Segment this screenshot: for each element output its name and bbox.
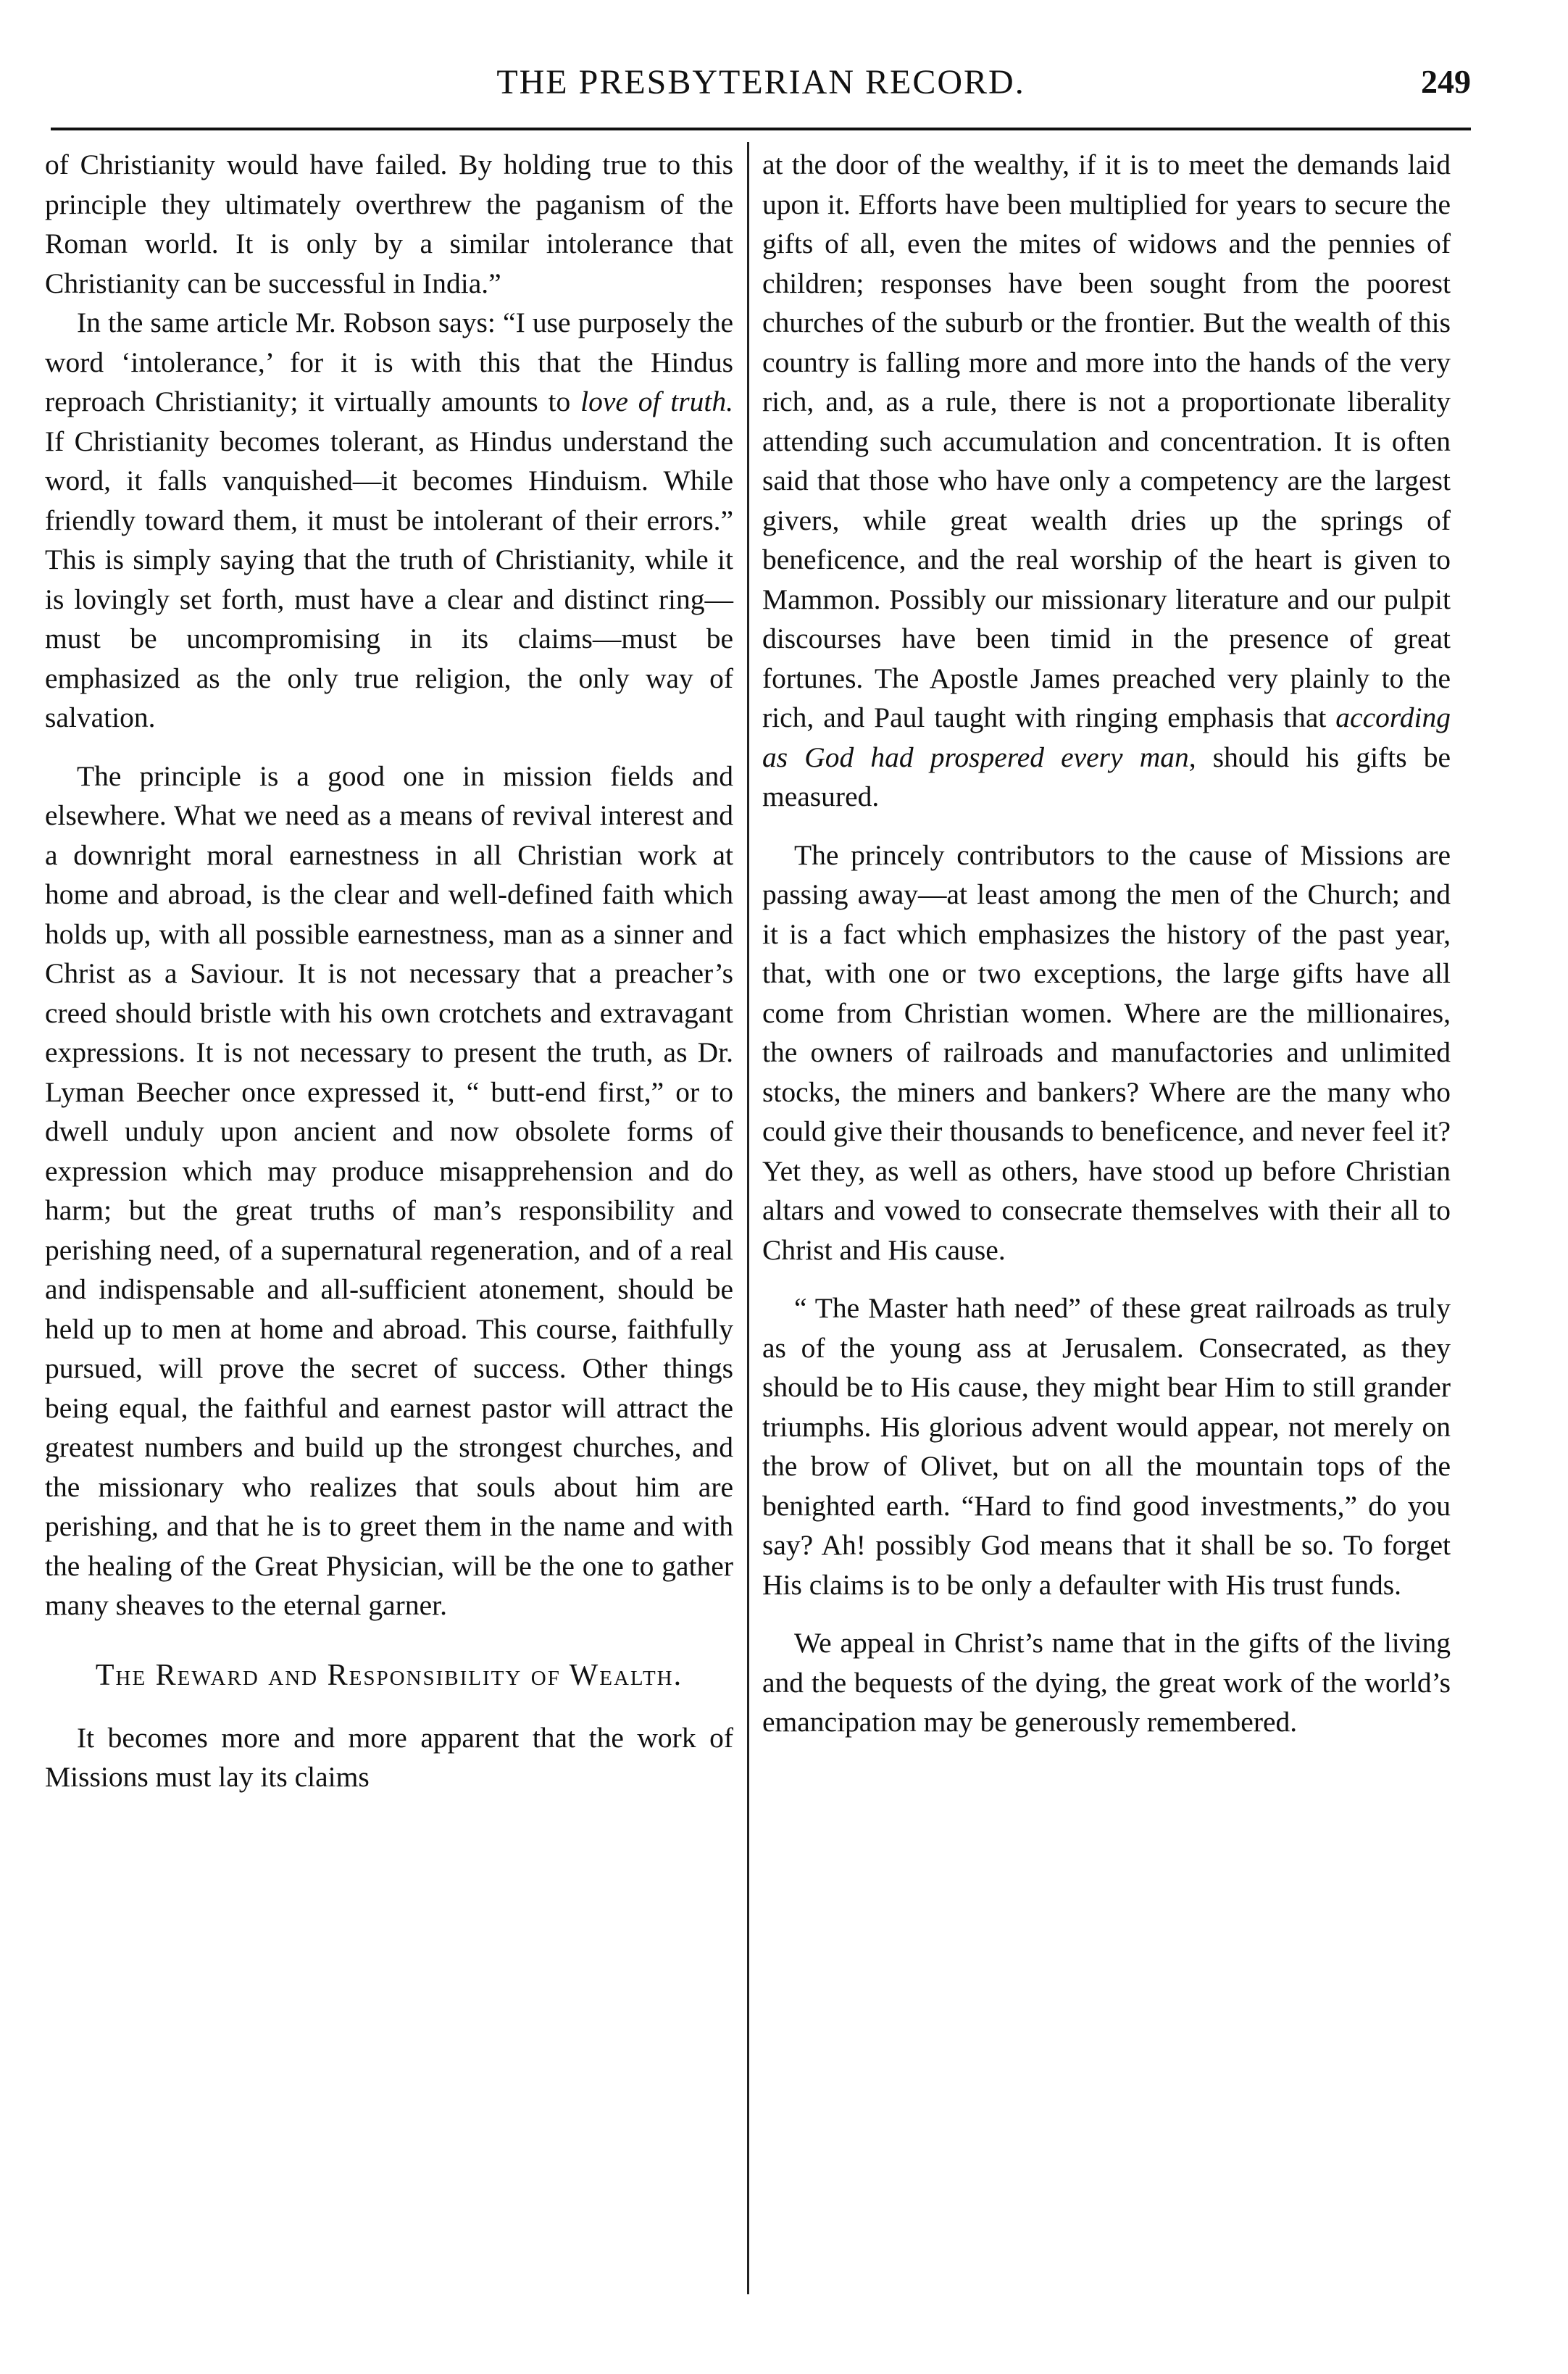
paragraph xyxy=(45,303,733,738)
column-divider xyxy=(747,142,749,2294)
paragraph: We appeal in Christ’s name that in the gifts of the living and the bequests of the dying, the great work of the world’s emancipation may be generously remembered. xyxy=(762,1627,1451,1738)
header-rule xyxy=(51,128,1471,130)
paragraph: The principle is a good one in mission fields and elsewhere. What we need as a means of revival interest and a downright moral earnestness in all Christian work at home and abroad, is the clear and well-defined faith which holds up, with all possible earnestness, man as a sinner and Christ as a Saviour. It is not necessary that a preacher’s creed should bristle with his own crotchets and extravagant expressions. It is not necessary to present the truth, as Dr. Lyman Beecher once expressed it, “ butt-end first,” or to dwell unduly upon ancient and now obsolete forms of expression which may produce misapprehension and do harm; but the great truths of man’s responsibility and perishing need, of a supernatural regeneration, and of a real and indispensable and all-sufficient atonement, should be held up to men at home and abroad. This course, faithfully pursued, will prove the secret of success. Other things being equal, the faithful and earnest pastor will attract the greatest numbers and build up the strongest churches, and the missionary who realizes that souls about him are perishing, and that he is to greet them in the name and with the healing of the Great Physician, will be the one to gather many sheaves to the eternal garner. xyxy=(45,759,733,1621)
section-heading: The Reward and Responsibility of Wealth. xyxy=(95,1658,683,1692)
paragraph: It becomes more and more apparent that the work of Missions must lay its claims xyxy=(45,1721,733,1793)
paragraph-text: In the same article Mr. Robson says: “I use purposely the word ‘intolerance,’ for it is with this that the Hindus reproach Christianity; it virtually amounts to xyxy=(45,307,733,417)
paragraph: “ The Master hath need” of these great railroads as truly as of the young ass at Jerusalem. Consecrated, as they should be to His cause, they might bear Him to still grander triumphs. His glorious advent would appear, not merely on the brow of Olivet, but on all the mountain tops of the benighted earth. “Hard to find good investments,” do you say? Ah! possibly God means that it shall be so. To forget His claims is to be only a defaulter with His trust funds. xyxy=(762,1292,1451,1601)
paragraph: of Christianity would have failed. By holding true to this principle they ultimately overthrew the paganism of the Roman world. It is only by a similar intolerance that Christianity can be successful in India.” xyxy=(45,149,733,299)
paragraph-text: If Christianity becomes tolerant, as Hindus understand the word, it falls vanquished—it becomes Hinduism. While friendly toward them, it must be intolerant of their errors.” This is simply saying that the truth of Christianity, while it is lovingly set forth, must have a clear and distinct ring—must be uncompromising in its claims—must be emphasized as the only true religion, the only way of salvation. xyxy=(45,425,733,733)
paragraph-text: should his gifts be measured. xyxy=(762,741,1451,812)
italic-phrase: love of truth. xyxy=(580,386,733,417)
paragraph xyxy=(762,145,1451,817)
right-column xyxy=(762,145,1451,1742)
paragraph: The princely contributors to the cause of Missions are passing away—at least among the men of the Church; and it is a fact which emphasizes the history of the past year, that, with one or two exceptions, the large gifts have all come from Christian women. Where are the millionaires, the owners of railroads and manufactories and unlimited stocks, the miners and bankers? Where are the many who could give their thousands to beneficence, and never feel it? Yet they, as well as others, have stood up before Christian altars and vowed to consecrate themselves with their all to Christ and His cause. xyxy=(762,838,1451,1266)
italic-phrase: according as God had prospered every man, xyxy=(762,701,1451,773)
left-column xyxy=(45,145,733,1797)
running-header xyxy=(51,57,1471,107)
journal-title: THE PRESBYTERIAN RECORD. xyxy=(496,63,1025,101)
paragraph-text: at the door of the wealthy, if it is to meet the demands laid upon it. Efforts have been multiplied for years to secure the gifts of all, even the mites of widows and the pennies of children; responses have been sought from the poorest churches of the suburb or the frontier. But the wealth of this country is falling more and more into the hands of the very rich, and, as a rule, there is not a proportionate liberality attending such accumulation and concentration. It is often said that those who have only a competency are the largest givers, while great wealth dries up the springs of beneficence, and the real worship of the heart is given to Mammon. Possibly our missionary literature and our pulpit discourses have been timid in the presence of great fortunes. The Apostle James preached very plainly to the rich, and Paul taught with ringing emphasis that xyxy=(762,149,1451,733)
page-number: 249 xyxy=(1421,63,1471,100)
